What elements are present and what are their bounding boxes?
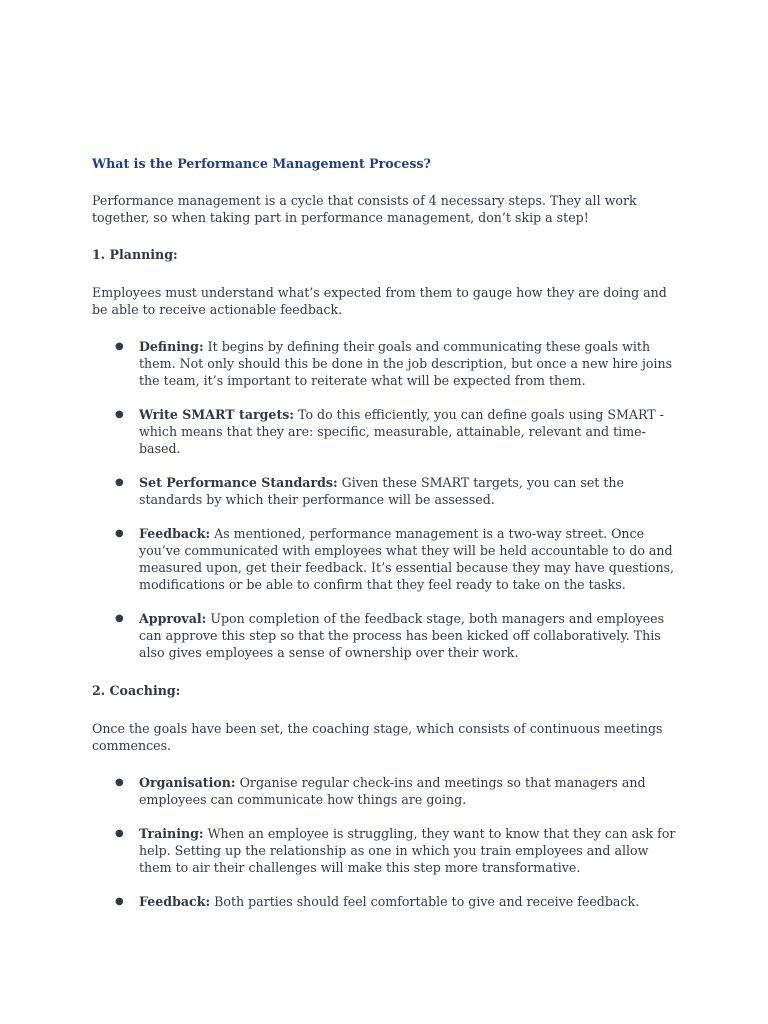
list-item bbox=[92, 610, 682, 661]
item-term: Organisation: bbox=[139, 775, 236, 790]
list-item bbox=[92, 825, 682, 876]
bullet-icon: ● bbox=[115, 896, 124, 907]
bullet-icon: ● bbox=[115, 528, 124, 539]
section-intro-coaching: Once the goals have been set, the coaching stage, which consists of continuous meetings commences. bbox=[92, 721, 663, 753]
item-term: Write SMART targets: bbox=[139, 407, 295, 422]
item-text: It begins by defining their goals and communicating these goals with them. Not only should this be done in the job description, but once a new hire joins the team, it’s important to reiterate what will be expected from them. bbox=[139, 339, 673, 388]
document-page bbox=[92, 155, 682, 931]
document-title: What is the Performance Management Process? bbox=[92, 156, 431, 171]
item-text: To do this efficiently, you can define goals using SMART - which means that they are: specific, measurable, attainable, relevant and time-based. bbox=[139, 407, 664, 456]
list-item bbox=[92, 406, 682, 457]
bullet-icon: ● bbox=[115, 777, 124, 788]
document-intro: Performance management is a cycle that consists of 4 necessary steps. They all work together, so when taking part in performance management, don’t skip a step! bbox=[92, 193, 637, 225]
item-term: Defining: bbox=[139, 339, 204, 354]
section-heading-coaching: 2. Coaching: bbox=[92, 683, 181, 698]
item-term: Feedback: bbox=[139, 526, 211, 541]
bullet-icon: ● bbox=[115, 613, 124, 624]
list-item bbox=[92, 525, 682, 593]
section-heading-planning: 1. Planning: bbox=[92, 247, 178, 262]
item-text: Upon completion of the feedback stage, both managers and employees can approve this step so that the process has been kicked off collaboratively. This also gives employees a sense of ownership over their work. bbox=[139, 611, 665, 660]
item-text: Given these SMART targets, you can set the standards by which their performance will be assessed. bbox=[139, 475, 624, 507]
planning-list bbox=[92, 338, 682, 661]
item-term: Approval: bbox=[139, 611, 207, 626]
item-term: Training: bbox=[139, 826, 204, 841]
list-item bbox=[92, 893, 682, 910]
item-term: Set Performance Standards: bbox=[139, 475, 338, 490]
item-text: Organise regular check-ins and meetings so that managers and employees can communicate how things are going. bbox=[139, 775, 646, 807]
list-item bbox=[92, 774, 682, 808]
item-text: As mentioned, performance management is a two-way street. Once you’ve communicated with employees what they will be held accountable to do and measured upon, get their feedback. It’s essential because they may have questions, modifications or be able to confirm that they feel ready to take on the tasks. bbox=[139, 526, 675, 592]
bullet-icon: ● bbox=[115, 477, 124, 488]
item-term: Feedback: bbox=[139, 894, 211, 909]
bullet-icon: ● bbox=[115, 341, 124, 352]
item-text: When an employee is struggling, they want to know that they can ask for help. Setting up the relationship as one in which you train employees and allow them to air their challenges will make this step more transformative. bbox=[139, 826, 676, 875]
bullet-icon: ● bbox=[115, 409, 124, 420]
list-item bbox=[92, 474, 682, 508]
list-item bbox=[92, 338, 682, 389]
item-text: Both parties should feel comfortable to give and receive feedback. bbox=[214, 894, 640, 909]
section-intro-planning: Employees must understand what’s expected from them to gauge how they are doing and be able to receive actionable feedback. bbox=[92, 285, 667, 317]
coaching-list bbox=[92, 774, 682, 910]
bullet-icon: ● bbox=[115, 828, 124, 839]
